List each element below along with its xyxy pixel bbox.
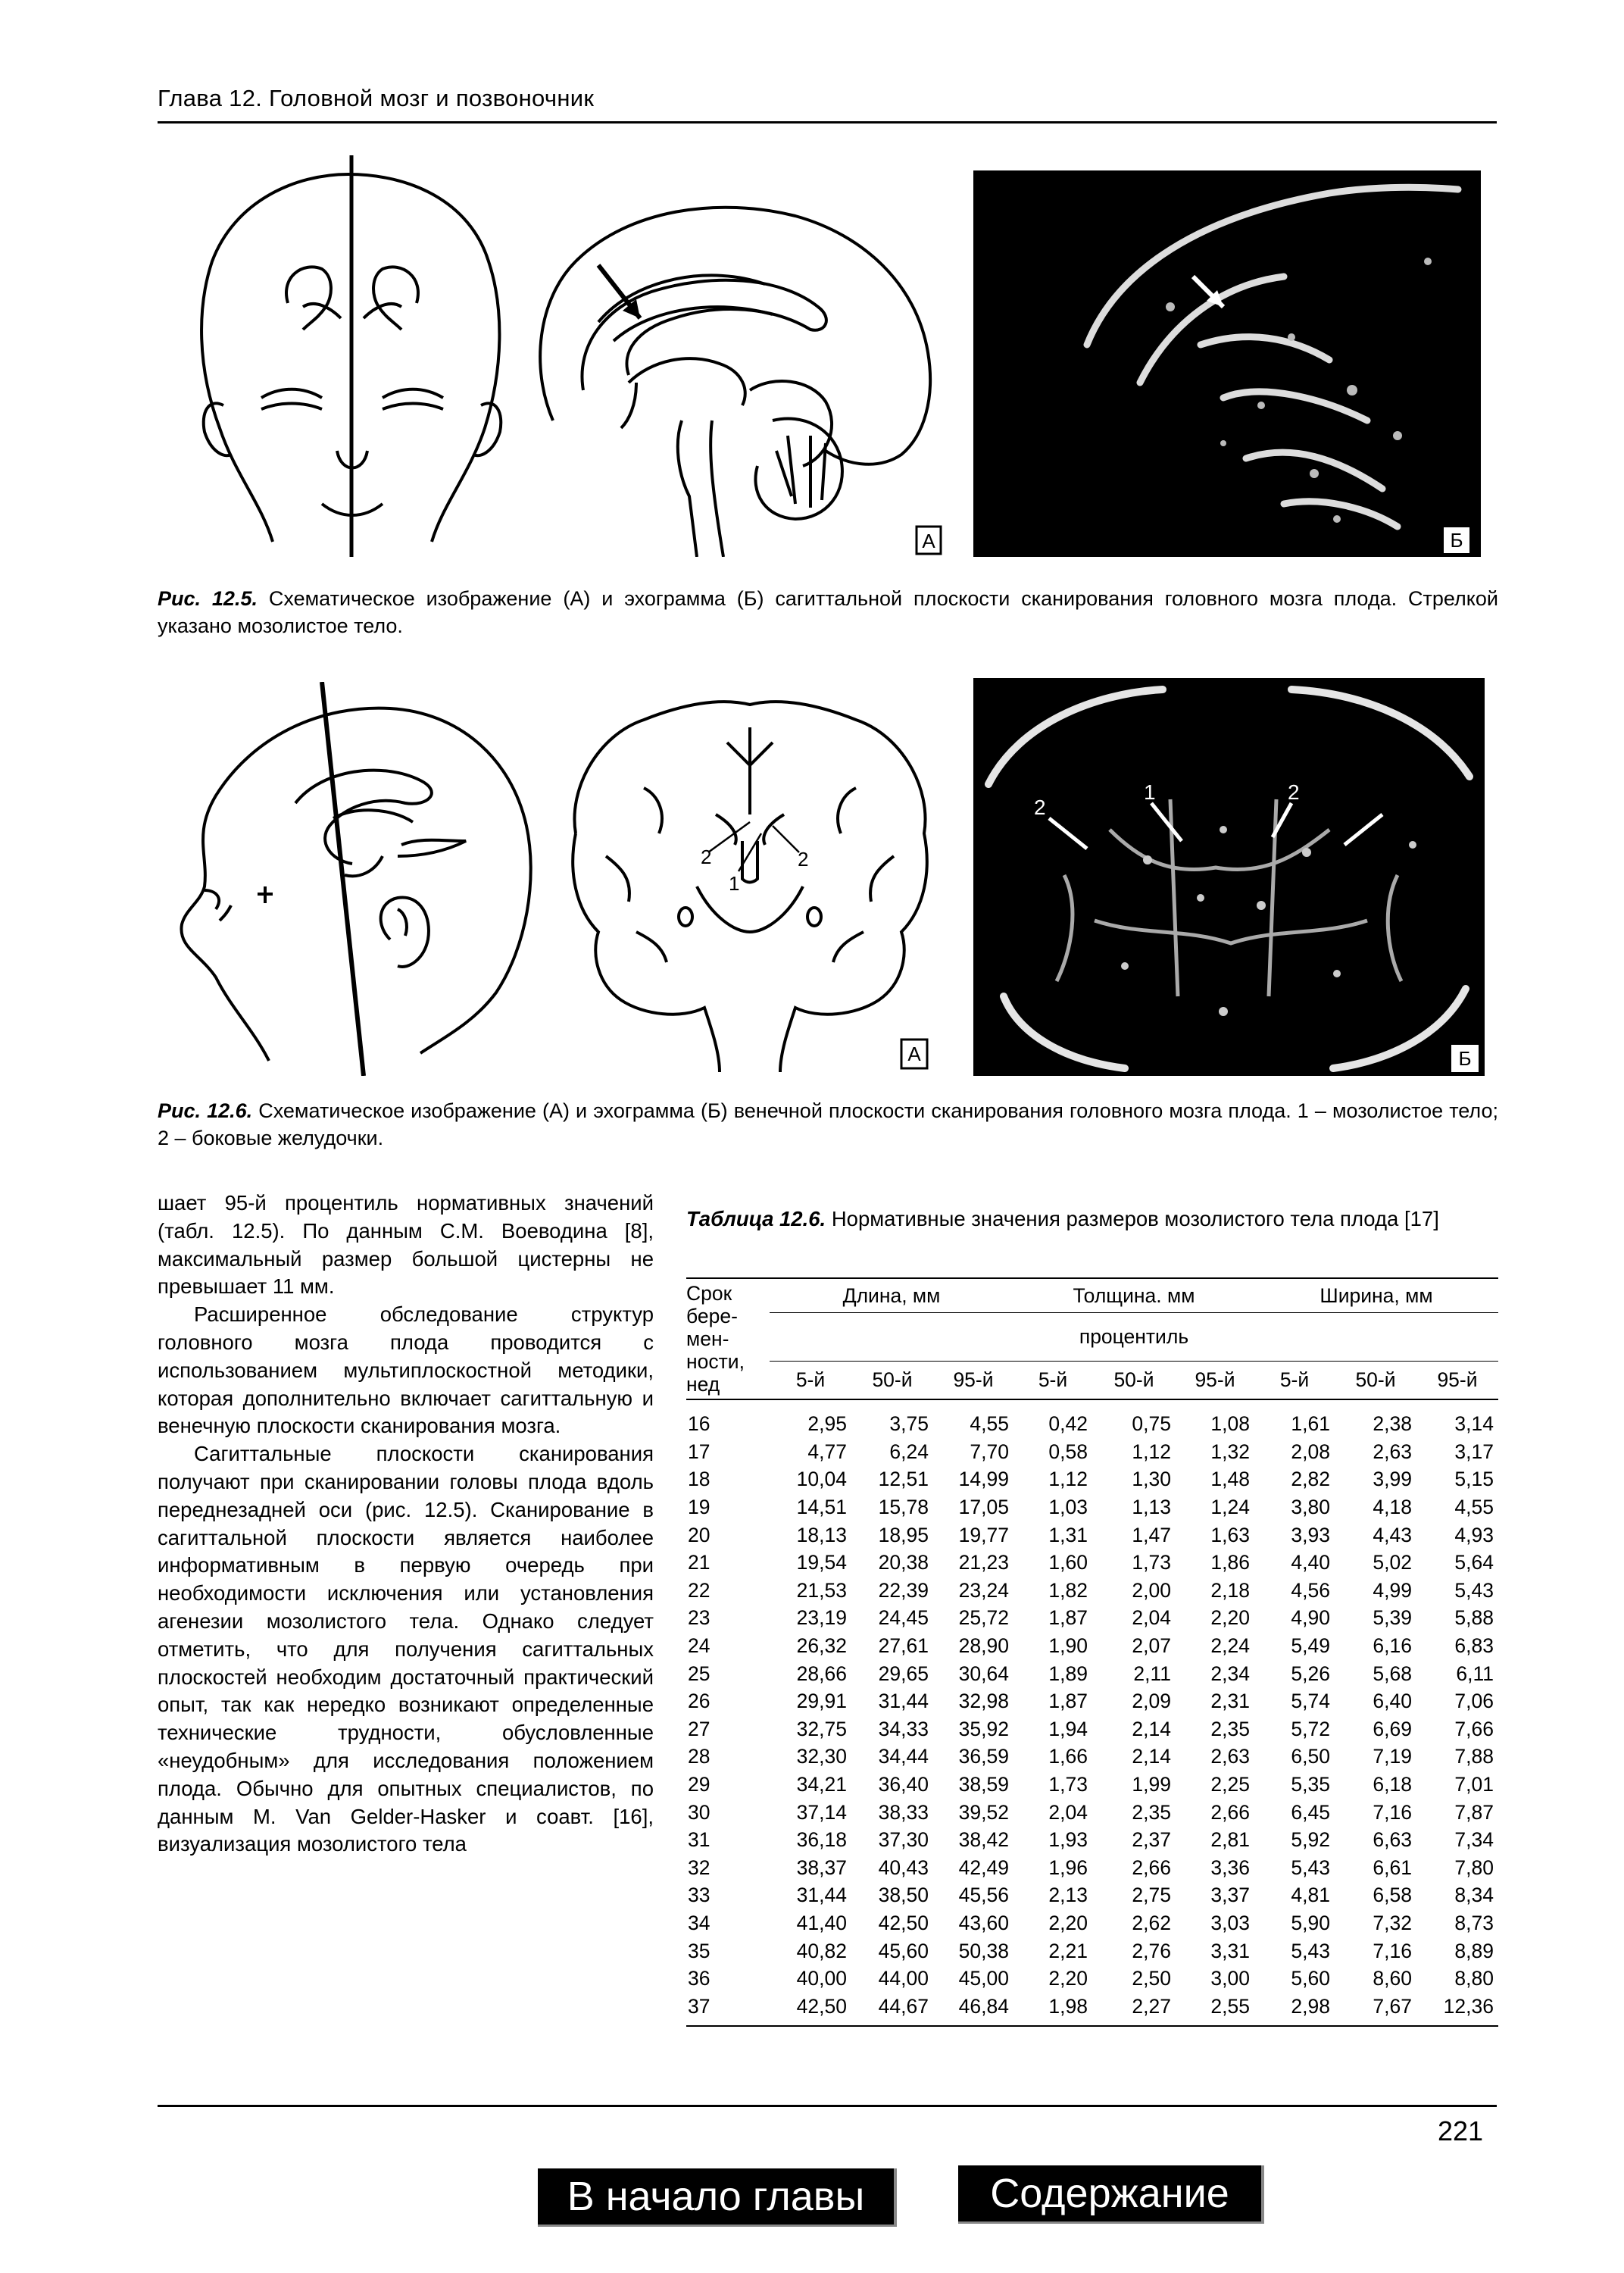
- table-cell-week: 23: [688, 1606, 710, 1630]
- table-cell-value: 46,84: [958, 1994, 1009, 2018]
- table-cell-value: 2,13: [1048, 1884, 1088, 1907]
- table-cell-value: 1,13: [1132, 1496, 1171, 1519]
- table-cell-value: 2,04: [1048, 1800, 1088, 1824]
- table-cell-value: 1,99: [1132, 1773, 1171, 1796]
- fig-12-6-caption-text: Схематическое изображение (А) и эхограмма (Б) венечной плоскости сканирования головного мозга плода. 1 – мозолистое тело; 2 – боковые желудочки.: [158, 1099, 1498, 1149]
- table-cell-value: 2,24: [1210, 1634, 1250, 1658]
- table-cell-value: 4,93: [1454, 1523, 1494, 1546]
- table-cell-value: 6,24: [889, 1440, 929, 1463]
- table-cell-week: 37: [688, 1994, 710, 2018]
- table-cell-value: 3,80: [1291, 1496, 1330, 1519]
- table-cell-value: 41,40: [796, 1911, 847, 1934]
- table-cell-value: 21,23: [958, 1551, 1009, 1574]
- table-cell-week: 36: [688, 1967, 710, 1990]
- table-cell-value: 27,61: [878, 1634, 929, 1658]
- table-cell-value: 3,36: [1210, 1856, 1250, 1879]
- table-cell-value: 32,30: [796, 1745, 847, 1768]
- table-cell-value: 6,61: [1373, 1856, 1412, 1879]
- table-cell-value: 1,87: [1048, 1690, 1088, 1713]
- table-cell-value: 7,66: [1454, 1717, 1494, 1740]
- table-cell-value: 4,56: [1291, 1578, 1330, 1602]
- table-cell-value: 3,03: [1210, 1911, 1250, 1934]
- table-cell-value: 34,33: [878, 1717, 929, 1740]
- table-row: [686, 1965, 1498, 1993]
- table-cell-value: 45,56: [958, 1884, 1009, 1907]
- fig-12-6-panel-b-label: Б: [1458, 1047, 1472, 1070]
- table-cell-week: 18: [688, 1468, 710, 1491]
- table-cell-value: 7,87: [1454, 1800, 1494, 1824]
- table-cell-value: 7,67: [1373, 1994, 1412, 2018]
- table-cell-week: 26: [688, 1690, 710, 1713]
- table-cell-value: 2,76: [1132, 1939, 1171, 1962]
- table-cell-value: 2,21: [1048, 1939, 1088, 1962]
- fig-12-5-caption-label: Рис. 12.5.: [158, 587, 258, 610]
- table-row: [686, 1466, 1498, 1494]
- table-cell-value: 15,78: [878, 1496, 929, 1519]
- table-row: [686, 1521, 1498, 1549]
- table-cell-value: 29,91: [796, 1690, 847, 1713]
- table-cell-value: 7,16: [1373, 1939, 1412, 1962]
- running-head: Глава 12. Головной мозг и позвоночник: [158, 85, 595, 111]
- table-row: [686, 1493, 1498, 1521]
- table-row: [686, 1909, 1498, 1937]
- table-cell-value: 7,19: [1373, 1745, 1412, 1768]
- body-paragraph-1: шает 95-й процентиль нормативных значений (табл. 12.5). По данным С.М. Воеводина [8], максимальный размер большой цистерны не превышает 11 мм.: [158, 1191, 654, 1299]
- table-cell-value: 30,64: [958, 1662, 1009, 1685]
- start-of-chapter-button[interactable]: В начало главы: [538, 2168, 897, 2227]
- table-cell-week: 17: [688, 1440, 710, 1463]
- fig-12-6-echo-marker-1: 1: [1144, 780, 1156, 804]
- table-cell-week: 27: [688, 1717, 710, 1740]
- table-row: [686, 1882, 1498, 1910]
- table-cell-value: 43,60: [958, 1911, 1009, 1934]
- sub-header: 5-й: [1038, 1368, 1068, 1391]
- table-cell-value: 6,58: [1373, 1884, 1412, 1907]
- table-row: [686, 1411, 1498, 1439]
- table-cell-value: 34,44: [878, 1745, 929, 1768]
- table-cell-value: 1,31: [1048, 1523, 1088, 1546]
- table-cell-value: 2,66: [1132, 1856, 1171, 1879]
- table-row: [686, 1937, 1498, 1965]
- table-cell-value: 2,50: [1132, 1967, 1171, 1990]
- percentile-header: процентиль: [770, 1313, 1498, 1362]
- table-cell-value: 36,40: [878, 1773, 929, 1796]
- table-cell-value: 1,61: [1291, 1412, 1330, 1436]
- fig-12-6-echo-marker-2-b: 2: [1034, 796, 1046, 819]
- table-cell-week: 22: [688, 1578, 710, 1602]
- table-cell-value: 31,44: [796, 1884, 847, 1907]
- table-label: Таблица 12.6.: [686, 1207, 826, 1230]
- table-cell-value: 35,92: [958, 1717, 1009, 1740]
- table-row: [686, 1660, 1498, 1688]
- table-cell-value: 6,63: [1373, 1828, 1412, 1852]
- sub-header: 50-й: [872, 1368, 913, 1391]
- table-row: [686, 1687, 1498, 1715]
- table-cell-value: 17,05: [958, 1496, 1009, 1519]
- table-cell-value: 22,39: [878, 1578, 929, 1602]
- table-cell-value: 38,59: [958, 1773, 1009, 1796]
- table-cell-value: 4,81: [1291, 1884, 1330, 1907]
- table-cell-value: 2,00: [1132, 1578, 1171, 1602]
- footer-rule: [158, 2105, 1497, 2107]
- table-cell-value: 2,04: [1132, 1606, 1171, 1630]
- table-row: [686, 1771, 1498, 1799]
- table-cell-value: 2,63: [1373, 1440, 1412, 1463]
- fig-12-5-caption: [158, 585, 1498, 639]
- table-cell-value: 37,30: [878, 1828, 929, 1852]
- table-cell-value: 7,32: [1373, 1911, 1412, 1934]
- table-cell-value: 1,98: [1048, 1994, 1088, 2018]
- table-cell-value: 1,63: [1210, 1523, 1250, 1546]
- table-cell-value: 7,80: [1454, 1856, 1494, 1879]
- table-cell-value: 1,94: [1048, 1717, 1088, 1740]
- table-cell-value: 5,72: [1291, 1717, 1330, 1740]
- table-cell-value: 6,40: [1373, 1690, 1412, 1713]
- table-row: [686, 1632, 1498, 1660]
- table-cell-value: 4,55: [1454, 1496, 1494, 1519]
- table-cell-week: 28: [688, 1745, 710, 1768]
- table-cell-value: 6,16: [1373, 1634, 1412, 1658]
- table-cell-week: 33: [688, 1884, 710, 1907]
- fig-12-5-caption-text: Схематическое изображение (А) и эхограмма (Б) сагиттальной плоскости сканирования головного мозга плода. Стрелкой указано мозолистое тело.: [158, 587, 1498, 637]
- table-cell-value: 5,43: [1291, 1856, 1330, 1879]
- table-cell-week: 20: [688, 1523, 710, 1546]
- table-cell-value: 1,86: [1210, 1551, 1250, 1574]
- page-number: 221: [1438, 2115, 1484, 2146]
- table-cell-value: 2,37: [1132, 1828, 1171, 1852]
- table-cell-value: 5,74: [1291, 1690, 1330, 1713]
- table-row: [686, 1854, 1498, 1882]
- table-cell-value: 14,51: [796, 1496, 847, 1519]
- table-cell-value: 3,14: [1454, 1412, 1494, 1436]
- table-cell-value: 44,00: [878, 1967, 929, 1990]
- table-cell-value: 1,48: [1210, 1468, 1250, 1491]
- group-header-thickness: Толщина. мм: [1013, 1279, 1254, 1313]
- table-row: [686, 1549, 1498, 1577]
- table-cell-value: 1,30: [1132, 1468, 1171, 1491]
- table-cell-value: 29,65: [878, 1662, 929, 1685]
- table-cell-value: 2,35: [1132, 1800, 1171, 1824]
- table-cell-value: 1,89: [1048, 1662, 1088, 1685]
- table-row: [686, 1743, 1498, 1771]
- table-cell-value: 6,83: [1454, 1634, 1494, 1658]
- table-cell-value: 18,13: [796, 1523, 847, 1546]
- table-cell-value: 3,31: [1210, 1939, 1250, 1962]
- table-row: [686, 1799, 1498, 1827]
- table-cell-value: 7,34: [1454, 1828, 1494, 1852]
- table-cell-value: 7,70: [970, 1440, 1009, 1463]
- sub-header: 50-й: [1355, 1368, 1396, 1391]
- table-cell-value: 8,60: [1373, 1967, 1412, 1990]
- table-cell-value: 14,99: [958, 1468, 1009, 1491]
- table-cell-value: 3,99: [1373, 1468, 1412, 1491]
- table-cell-value: 21,53: [796, 1578, 847, 1602]
- table-title-text: Нормативные значения размеров мозолистого тела плода [17]: [831, 1207, 1439, 1230]
- table-cell-value: 4,99: [1373, 1578, 1412, 1602]
- table-cell-value: 2,63: [1210, 1745, 1250, 1768]
- fig-12-5-sagittal-schematic: [523, 193, 943, 557]
- sub-header: 50-й: [1113, 1368, 1154, 1391]
- table-cell-value: 0,42: [1048, 1412, 1088, 1436]
- table-cell-value: 20,38: [878, 1551, 929, 1574]
- table-cell-value: 6,11: [1456, 1662, 1494, 1685]
- table-cell-value: 5,43: [1454, 1578, 1494, 1602]
- table-cell-value: 2,95: [807, 1412, 847, 1436]
- table-cell-value: 7,16: [1373, 1800, 1412, 1824]
- group-header-length: Длина, мм: [770, 1279, 1013, 1313]
- table-cell-value: 5,43: [1291, 1939, 1330, 1962]
- table-cell-value: 19,77: [958, 1523, 1009, 1546]
- table-cell-week: 31: [688, 1828, 710, 1852]
- table-cell-value: 7,01: [1454, 1773, 1494, 1796]
- table-cell-value: 6,45: [1291, 1800, 1330, 1824]
- table-cell-value: 42,49: [958, 1856, 1009, 1879]
- table-cell-value: 4,40: [1291, 1551, 1330, 1574]
- table-cell-value: 10,04: [796, 1468, 847, 1491]
- table-cell-value: 0,75: [1132, 1412, 1171, 1436]
- table-cell-value: 0,58: [1048, 1440, 1088, 1463]
- table-cell-value: 3,17: [1454, 1440, 1494, 1463]
- table-cell-value: 23,19: [796, 1606, 847, 1630]
- table-cell-value: 5,02: [1373, 1551, 1412, 1574]
- table-cell-value: 1,12: [1048, 1468, 1088, 1491]
- table-cell-value: 2,31: [1210, 1690, 1250, 1713]
- table-cell-value: 2,38: [1373, 1412, 1412, 1436]
- table-cell-value: 1,60: [1048, 1551, 1088, 1574]
- table-cell-value: 24,45: [878, 1606, 929, 1630]
- table-cell-value: 50,38: [958, 1939, 1009, 1962]
- table-cell-value: 5,92: [1291, 1828, 1330, 1852]
- table-cell-value: 2,20: [1210, 1606, 1250, 1630]
- header-rule: [158, 121, 1497, 123]
- table-cell-value: 4,55: [970, 1412, 1009, 1436]
- table-cell-value: 3,37: [1210, 1884, 1250, 1907]
- table-cell-value: 2,18: [1210, 1578, 1250, 1602]
- table-cell-value: 2,08: [1291, 1440, 1330, 1463]
- table-cell-value: 1,24: [1210, 1496, 1250, 1519]
- table-cell-value: 2,75: [1132, 1884, 1171, 1907]
- body-paragraph-2: Расширенное обследование структур головного мозга плода проводится с использованием мультиплоскостной методики, которая дополнительно включает сагиттальную и венечную плоскости сканирования мозга.: [158, 1302, 654, 1438]
- table-cell-week: 35: [688, 1939, 710, 1962]
- table-cell-value: 2,20: [1048, 1967, 1088, 1990]
- table-cell-value: 1,66: [1048, 1745, 1088, 1768]
- table-cell-value: 1,12: [1132, 1440, 1171, 1463]
- table-cell-value: 1,90: [1048, 1634, 1088, 1658]
- fig-12-6-schematic-marker-1: 1: [729, 872, 740, 895]
- table-cell-value: 2,35: [1210, 1717, 1250, 1740]
- sub-header: 95-й: [1437, 1368, 1478, 1391]
- table-row: [686, 1715, 1498, 1743]
- fig-12-6-echo-marker-2-a: 2: [1288, 780, 1300, 804]
- table-cell-value: 1,08: [1210, 1412, 1250, 1436]
- table-cell-value: 8,34: [1454, 1884, 1494, 1907]
- fig-12-5-face-schematic: [189, 155, 515, 557]
- table-cell-value: 8,89: [1454, 1939, 1494, 1962]
- table-cell-value: 2,14: [1132, 1745, 1171, 1768]
- table-cell-value: 34,21: [796, 1773, 847, 1796]
- fig-12-6-coronal-schematic: [553, 682, 947, 1076]
- table-cell-value: 6,50: [1291, 1745, 1330, 1768]
- table-cell-value: 2,27: [1132, 1994, 1171, 2018]
- table-cell-value: 26,32: [796, 1634, 847, 1658]
- table-cell-value: 28,90: [958, 1634, 1009, 1658]
- table-cell-value: 2,07: [1132, 1634, 1171, 1658]
- table-cell-value: 3,93: [1291, 1523, 1330, 1546]
- table-cell-value: 2,98: [1291, 1994, 1330, 2018]
- table-cell-week: 21: [688, 1551, 710, 1574]
- fig-12-6-schematic-marker-2-right: 2: [798, 848, 809, 871]
- table-row: [686, 1826, 1498, 1854]
- table-cell-value: 2,82: [1291, 1468, 1330, 1491]
- table-cell-value: 8,80: [1454, 1967, 1494, 1990]
- table-row: [686, 1605, 1498, 1633]
- table-row: [686, 1438, 1498, 1466]
- fig-12-5-panel-b-label: Б: [1450, 529, 1463, 552]
- body-paragraph-3: Сагиттальные плоскости сканирования получают при сканировании головы плода вдоль переднезадней оси (рис. 12.5). Сканирование в сагиттальной плоскости является наиболее информативным в первую очередь при необходимости исключения или установления агенезии мозолистого тела. Однако следует отметить, что для получения сагиттальных плоскостей необходим достаточный практический опыт, так как нередко возникают определенные технические трудности, обусловленные «неудобным» для исследования положением плода. Обычно для опытных специалистов, по данным M. Van Gelder-Hasker и соавт. [16], визуализация мозолистого тела: [158, 1442, 654, 1856]
- table-cell-value: 42,50: [878, 1911, 929, 1934]
- table-cell-value: 23,24: [958, 1578, 1009, 1602]
- table-cell-value: 12,51: [878, 1468, 929, 1491]
- table-cell-value: 2,14: [1132, 1717, 1171, 1740]
- table-cell-value: 1,82: [1048, 1578, 1088, 1602]
- table-cell-value: 44,67: [878, 1994, 929, 2018]
- table-cell-value: 2,11: [1133, 1662, 1171, 1685]
- table-cell-value: 3,00: [1210, 1967, 1250, 1990]
- fig-12-5-panel-a-label: А: [922, 530, 935, 552]
- table-cell-week: 32: [688, 1856, 710, 1879]
- table-cell-value: 40,00: [796, 1967, 847, 1990]
- table-cell-value: 42,50: [796, 1994, 847, 2018]
- table-cell-value: 6,69: [1373, 1717, 1412, 1740]
- table-cell-value: 2,25: [1210, 1773, 1250, 1796]
- table-row: [686, 1993, 1498, 2021]
- table-cell-value: 12,36: [1443, 1994, 1494, 2018]
- table-cell-value: 38,37: [796, 1856, 847, 1879]
- table-cell-value: 1,87: [1048, 1606, 1088, 1630]
- table-cell-value: 5,15: [1454, 1468, 1494, 1491]
- table-cell-value: 5,90: [1291, 1911, 1330, 1934]
- table-row: [686, 1577, 1498, 1605]
- table-cell-value: 1,73: [1132, 1551, 1171, 1574]
- table-cell-value: 36,59: [958, 1745, 1009, 1768]
- table-cell-value: 37,14: [796, 1800, 847, 1824]
- group-header-width: Ширина, мм: [1254, 1279, 1498, 1313]
- table-cell-value: 5,68: [1373, 1662, 1412, 1685]
- table-cell-value: 2,09: [1132, 1690, 1171, 1713]
- table-cell-value: 1,32: [1210, 1440, 1250, 1463]
- table-cell-value: 4,90: [1291, 1606, 1330, 1630]
- corpus-callosum-table: [686, 1277, 1498, 2027]
- table-cell-value: 2,81: [1210, 1828, 1250, 1852]
- table-cell-value: 5,35: [1291, 1773, 1330, 1796]
- table-cell-value: 19,54: [796, 1551, 847, 1574]
- col-term-header: Срок бере- мен- ности, нед: [686, 1282, 745, 1396]
- table-cell-value: 5,60: [1291, 1967, 1330, 1990]
- sub-header: 95-й: [953, 1368, 994, 1391]
- table-cell-value: 2,20: [1048, 1911, 1088, 1934]
- table-cell-value: 6,18: [1373, 1773, 1412, 1796]
- table-cell-value: 39,52: [958, 1800, 1009, 1824]
- table-cell-value: 2,62: [1132, 1911, 1171, 1934]
- table-cell-value: 5,26: [1291, 1662, 1330, 1685]
- table-cell-value: 38,33: [878, 1800, 929, 1824]
- table-cell-value: 45,00: [958, 1967, 1009, 1990]
- table-cell-week: 19: [688, 1496, 710, 1519]
- table-cell-value: 5,88: [1454, 1606, 1494, 1630]
- table-cell-value: 45,60: [878, 1939, 929, 1962]
- table-cell-value: 8,73: [1454, 1911, 1494, 1934]
- table-cell-week: 24: [688, 1634, 710, 1658]
- table-cell-value: 4,77: [807, 1440, 847, 1463]
- table-cell-value: 40,82: [796, 1939, 847, 1962]
- fig-12-6-echogram: [973, 678, 1485, 1076]
- table-cell-value: 4,18: [1373, 1496, 1412, 1519]
- table-cell-value: 1,47: [1132, 1523, 1171, 1546]
- table-cell-value: 36,18: [796, 1828, 847, 1852]
- table-cell-week: 34: [688, 1911, 710, 1934]
- table-body: [686, 1411, 1498, 2021]
- fig-12-6-schematic-marker-2-left: 2: [701, 846, 712, 868]
- table-cell-value: 5,39: [1373, 1606, 1412, 1630]
- table-cell-value: 28,66: [796, 1662, 847, 1685]
- table-cell-value: 3,75: [889, 1412, 929, 1436]
- table-cell-value: 32,75: [796, 1717, 847, 1740]
- table-cell-value: 5,49: [1291, 1634, 1330, 1658]
- table-cell-value: 38,50: [878, 1884, 929, 1907]
- table-cell-value: 40,43: [878, 1856, 929, 1879]
- table-cell-value: 7,88: [1454, 1745, 1494, 1768]
- table-cell-value: 1,96: [1048, 1856, 1088, 1879]
- table-cell-value: 31,44: [878, 1690, 929, 1713]
- table-cell-week: 16: [688, 1412, 710, 1436]
- table-cell-value: 2,55: [1210, 1994, 1250, 2018]
- table-cell-value: 2,34: [1210, 1662, 1250, 1685]
- fig-12-6-caption-label: Рис. 12.6.: [158, 1099, 253, 1122]
- fig-12-6-caption: [158, 1097, 1498, 1152]
- table-cell-week: 25: [688, 1662, 710, 1685]
- table-cell-value: 18,95: [878, 1523, 929, 1546]
- table-cell-value: 1,03: [1048, 1496, 1088, 1519]
- table-cell-value: 32,98: [958, 1690, 1009, 1713]
- sub-header: 5-й: [1279, 1368, 1310, 1391]
- body-column: [158, 1190, 654, 1859]
- table-cell-value: 1,73: [1048, 1773, 1088, 1796]
- table-cell-value: 25,72: [958, 1606, 1009, 1630]
- fig-12-6-panel-a-label: А: [907, 1043, 921, 1065]
- table-cell-value: 7,06: [1454, 1690, 1494, 1713]
- table-cell-value: 4,43: [1373, 1523, 1412, 1546]
- fig-12-5-echogram: [973, 170, 1481, 557]
- sub-header: 5-й: [795, 1368, 826, 1391]
- table-cell-value: 2,66: [1210, 1800, 1250, 1824]
- table-title: [686, 1206, 1498, 1232]
- contents-button[interactable]: Содержание: [958, 2165, 1264, 2224]
- table-cell-value: 1,93: [1048, 1828, 1088, 1852]
- table-cell-week: 29: [688, 1773, 710, 1796]
- sub-header: 95-й: [1195, 1368, 1235, 1391]
- table-cell-value: 5,64: [1454, 1551, 1494, 1574]
- table-cell-week: 30: [688, 1800, 710, 1824]
- table-cell-value: 38,42: [958, 1828, 1009, 1852]
- fig-12-6-profile-schematic: [170, 682, 538, 1076]
